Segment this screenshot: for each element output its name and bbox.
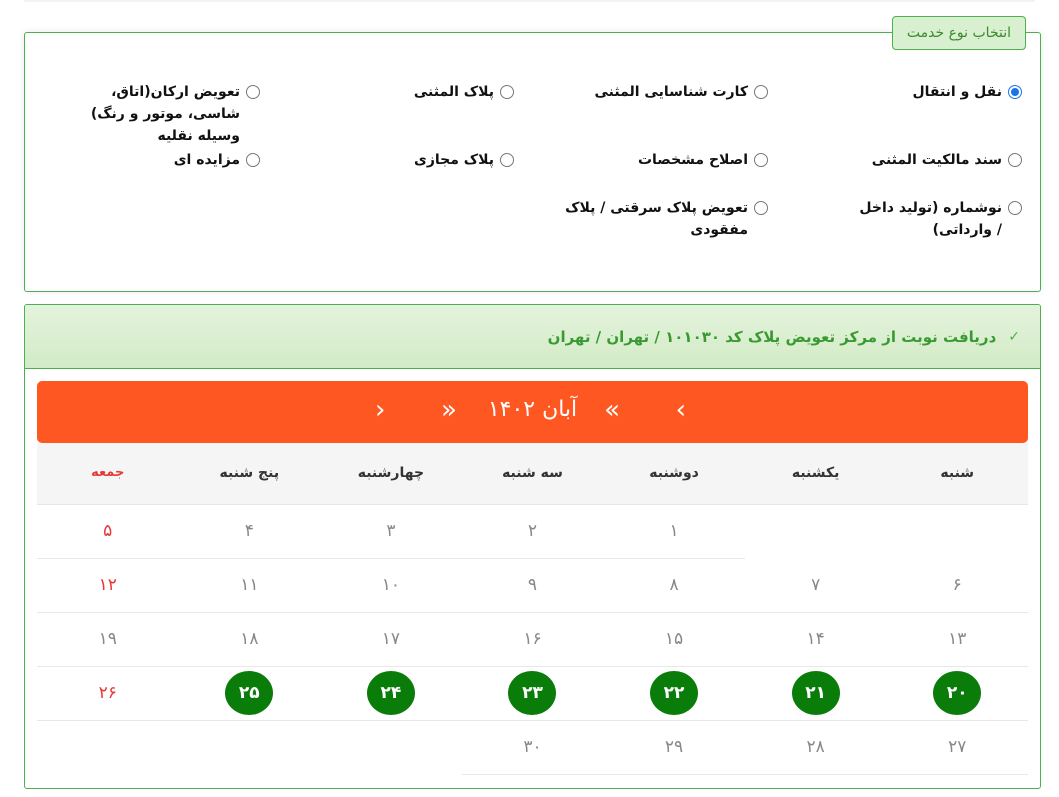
available-day-button[interactable]: ۲۵ xyxy=(225,671,273,715)
radio-label: تعویض ارکان(اتاق، شاسی، موتور و رنگ) وسیله نقلیه xyxy=(90,84,240,144)
radio-label: پلاک مجازی xyxy=(413,152,494,168)
calendar-day: ۱۴ xyxy=(745,613,887,667)
weekday-sunday: یکشنبه xyxy=(791,465,840,481)
calendar-day: ۶ xyxy=(886,559,1028,613)
calendar-month-title: آبان ۱۴۰۲ xyxy=(487,397,578,422)
radio-option-new-numbering[interactable] xyxy=(852,197,1022,241)
calendar-day-holiday: ۵ xyxy=(37,505,179,559)
calendar-empty-cell xyxy=(320,721,462,775)
calendar-day-cell xyxy=(320,667,462,721)
radio-option-stolen-lost-plate[interactable] xyxy=(563,197,768,241)
radio-option-transfer[interactable] xyxy=(912,81,1022,103)
calendar-day: ۸ xyxy=(603,559,745,613)
calendar-day: ۱۱ xyxy=(179,559,321,613)
calendar-day: ۱۵ xyxy=(603,613,745,667)
weekday-wednesday: چهارشنبه xyxy=(357,465,425,481)
calendar-day-cell xyxy=(462,667,604,721)
radio-label: نوشماره (تولید داخل / وارداتی) xyxy=(859,200,1002,238)
available-day-button[interactable]: ۲۲ xyxy=(650,671,698,715)
top-divider xyxy=(24,0,1035,2)
calendar-day: ۷ xyxy=(745,559,887,613)
calendar-day: ۲۹ xyxy=(603,721,745,775)
calendar-week-row xyxy=(37,613,1028,667)
radio-option-duplicate-id-card[interactable] xyxy=(595,81,769,103)
calendar-day: ۳۰ xyxy=(462,721,604,775)
calendar-empty-cell xyxy=(886,505,1028,559)
radio-option-edit-specs[interactable] xyxy=(638,149,768,171)
weekday-friday: جمعه xyxy=(91,465,125,480)
calendar-grid xyxy=(37,443,1028,775)
calendar-day: ۹ xyxy=(462,559,604,613)
radio-button[interactable] xyxy=(754,153,768,167)
available-day-button[interactable]: ۲۱ xyxy=(792,671,840,715)
service-type-legend: انتخاب نوع خدمت xyxy=(892,16,1026,50)
calendar-day-cell xyxy=(179,667,321,721)
radio-button[interactable] xyxy=(754,201,768,215)
radio-option-auction[interactable] xyxy=(174,149,260,171)
appointment-center-title: دریافت نوبت از مرکز تعویض پلاک کد ۱۰۱۰۳۰ / تهران / تهران xyxy=(547,327,997,346)
calendar-day: ۲۸ xyxy=(745,721,887,775)
weekday-saturday: شنبه xyxy=(940,465,975,481)
calendar-empty-cell xyxy=(745,505,887,559)
radio-button[interactable] xyxy=(500,85,514,99)
calendar-empty-cell xyxy=(179,721,321,775)
calendar-day: ۳ xyxy=(320,505,462,559)
calendar-week-row xyxy=(37,667,1028,721)
weekday-thursday: پنج شنبه xyxy=(219,465,280,481)
calendar-day-cell xyxy=(886,667,1028,721)
radio-option-duplicate-plate[interactable] xyxy=(414,81,514,103)
radio-label: اصلاح مشخصات xyxy=(637,152,748,168)
radio-button[interactable] xyxy=(754,85,768,99)
next-month-button[interactable]: › xyxy=(675,395,686,425)
radio-button[interactable] xyxy=(246,85,260,99)
check-icon: ✓ xyxy=(1008,328,1020,345)
previous-month-button[interactable]: ‹ xyxy=(375,395,386,425)
radio-button[interactable] xyxy=(246,153,260,167)
calendar-day: ۱۶ xyxy=(462,613,604,667)
service-type-fieldset xyxy=(24,25,1041,292)
calendar-day: ۱ xyxy=(603,505,745,559)
calendar-day-cell xyxy=(745,667,887,721)
calendar-week-row xyxy=(37,721,1028,775)
calendar-day: ۱۹ xyxy=(37,613,179,667)
radio-label: پلاک المثنی xyxy=(413,84,494,100)
radio-label: نقل و انتقال xyxy=(912,84,1002,100)
calendar-day: ۱۷ xyxy=(320,613,462,667)
radio-button[interactable] xyxy=(1008,201,1022,215)
radio-option-virtual-plate[interactable] xyxy=(414,149,514,171)
radio-label: کارت شناسایی المثنی xyxy=(594,84,748,100)
radio-label: مزایده ای xyxy=(173,152,240,168)
radio-option-duplicate-ownership-doc[interactable] xyxy=(872,149,1022,171)
next-year-button[interactable]: » xyxy=(604,395,620,425)
radio-button[interactable] xyxy=(500,153,514,167)
available-day-button[interactable]: ۲۴ xyxy=(367,671,415,715)
weekday-monday: دوشنبه xyxy=(649,465,699,481)
weekday-header-row xyxy=(37,443,1028,505)
calendar-navigation xyxy=(37,381,1028,443)
appointment-panel xyxy=(24,304,1041,789)
previous-year-button[interactable]: « xyxy=(441,395,457,425)
calendar-empty-cell xyxy=(37,721,179,775)
calendar-day: ۲۷ xyxy=(886,721,1028,775)
available-day-button[interactable]: ۲۰ xyxy=(933,671,981,715)
radio-label: تعویض پلاک سرقتی / پلاک مفقودی xyxy=(565,200,748,238)
radio-label: سند مالکیت المثنی xyxy=(871,152,1002,168)
weekday-tuesday: سه شنبه xyxy=(502,465,563,481)
calendar-day-holiday: ۲۶ xyxy=(37,667,179,721)
calendar-day: ۱۸ xyxy=(179,613,321,667)
calendar-day: ۲ xyxy=(462,505,604,559)
radio-button[interactable] xyxy=(1008,153,1022,167)
radio-option-replace-components[interactable] xyxy=(70,81,260,147)
radio-button[interactable] xyxy=(1008,85,1022,99)
calendar-week-row xyxy=(37,505,1028,559)
calendar-day-cell xyxy=(603,667,745,721)
appointment-panel-header[interactable] xyxy=(25,305,1040,369)
available-day-button[interactable]: ۲۳ xyxy=(508,671,556,715)
calendar-week-row xyxy=(37,559,1028,613)
calendar-day: ۱۳ xyxy=(886,613,1028,667)
calendar-day-holiday: ۱۲ xyxy=(37,559,179,613)
calendar-day: ۱۰ xyxy=(320,559,462,613)
calendar-day: ۴ xyxy=(179,505,321,559)
